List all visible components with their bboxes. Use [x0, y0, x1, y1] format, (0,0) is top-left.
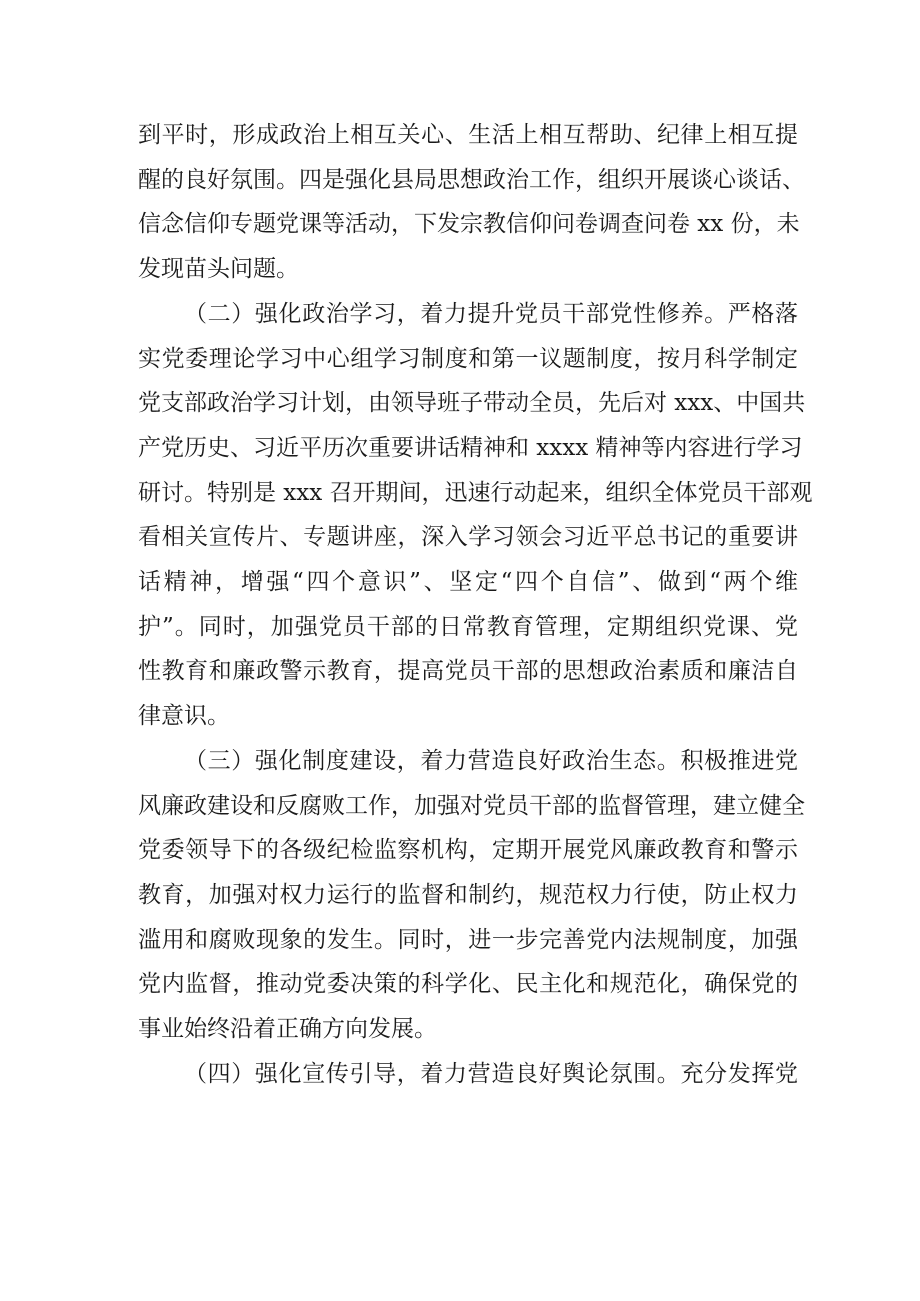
paragraph-institution-building: [138, 739, 805, 1052]
paragraph-political-study: [138, 292, 813, 739]
text-line: 党内监督，推动党委决策的科学化、民主化和规范化，确保党的: [138, 971, 798, 998]
text-line: 教育，加强对权力运行的监督和制约，规范权力行使，防止权力: [138, 881, 798, 908]
text-line: 产党历史、习近平历次重要讲话精神和 xxxx 精神等内容进行学习: [138, 434, 803, 461]
text-line: 性教育和廉政警示教育，提高党员干部的思想政治素质和廉洁自: [138, 658, 798, 685]
text-line: 风廉政建设和反腐败工作，加强对党员干部的监督管理，建立健全: [138, 792, 805, 819]
paragraph-continued: [138, 113, 805, 292]
document-body: [138, 113, 813, 1096]
text-line: 醒的良好氛围。四是强化县局思想政治工作，组织开展谈心谈话、: [138, 166, 805, 193]
text-line: （三）强化制度建设，着力营造良好政治生态。积极推进党: [184, 747, 798, 774]
text-line: 研讨。特别是 xxx 召开期间，迅速行动起来，组织全体党员干部观: [138, 479, 813, 506]
text-line: 护”。同时，加强党员干部的日常教育管理，定期组织党课、党: [138, 613, 798, 640]
text-line: 发现苗头问题。: [138, 256, 299, 283]
text-line: 信念信仰专题党课等活动，下发宗教信仰问卷调查问卷 xx 份，未: [138, 211, 800, 238]
text-line: 律意识。: [138, 703, 230, 730]
text-line: 话精神，增强“四个意识”、坚定“四个自信”、做到“两个维: [138, 569, 798, 596]
text-line: 到平时，形成政治上相互关心、生活上相互帮助、纪律上相互提: [138, 122, 798, 148]
text-line: （四）强化宣传引导，着力营造良好舆论氛围。充分发挥党: [184, 1060, 798, 1087]
text-line: 实党委理论学习中心组学习制度和第一议题制度，按月科学制定: [138, 345, 798, 372]
text-line: 滥用和腐败现象的发生。同时，进一步完善党内法规制度，加强: [138, 926, 798, 953]
text-line: 党委领导下的各级纪检监察机构，定期开展党风廉政教育和警示: [138, 837, 798, 864]
text-line: 事业始终沿着正确方向发展。: [138, 1016, 437, 1043]
text-line: 党支部政治学习计划，由领导班子带动全员，先后对 xxx、中国共: [138, 390, 806, 417]
paragraph-publicity-guidance: [138, 1052, 798, 1097]
text-line: 看相关宣传片、专题讲座，深入学习领会习近平总书记的重要讲: [138, 524, 798, 551]
text-line: （二）强化政治学习，着力提升党员干部党性修养。严格落: [184, 300, 798, 327]
